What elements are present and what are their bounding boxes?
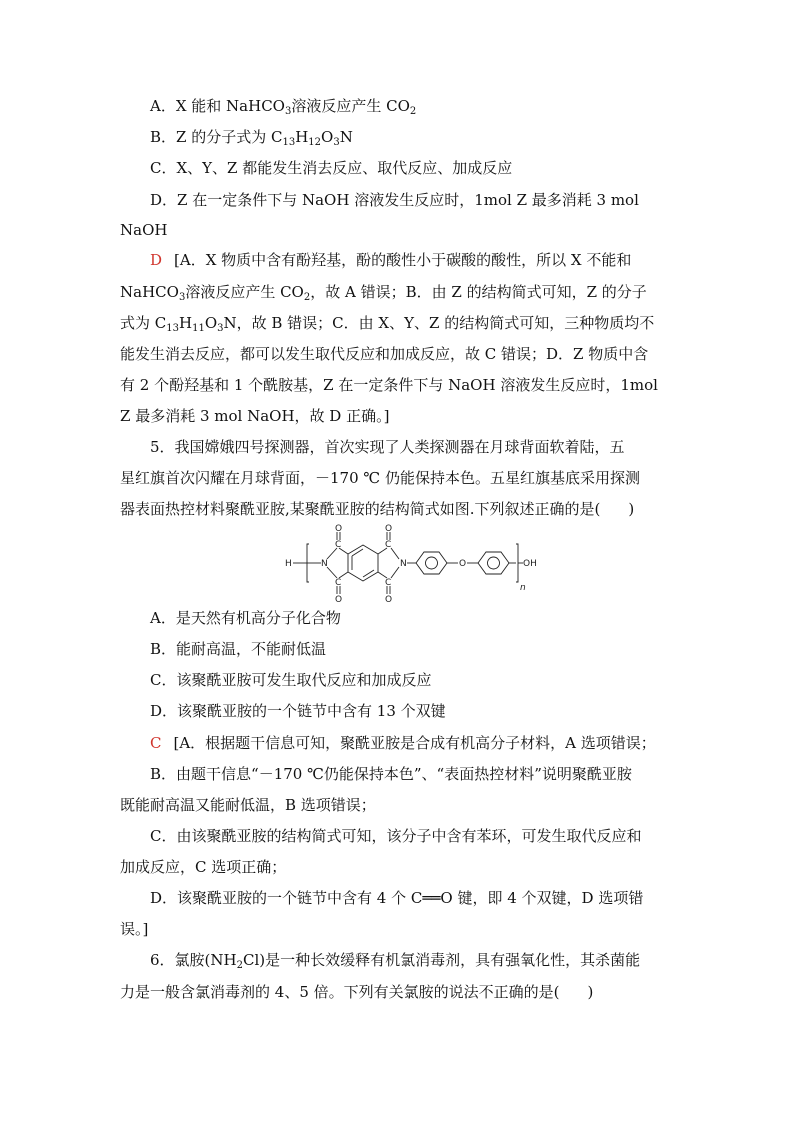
q4-explanation-line2: NaHCO$_3$溶液反应产生 $CO_2$，故 A 错误；B．由 Z 的结构简式可知，Z 的分子 bbox=[120, 283, 647, 303]
q4-explanation-line3: 式为 $C_{13}H_{11}O_3N$，故 B 错误；C．由 X、Y、Z 的结构简式可知，三种物质均不 bbox=[120, 314, 655, 334]
q6-stem-line1: 6．氯胺$(NH_2Cl)$是一种长效缓释有机氯消毒剂，具有强氧化性，其杀菌能 bbox=[150, 951, 641, 971]
struct-c-label: C bbox=[385, 578, 392, 588]
q4-explanation-line1: D [A．X 物质中含有酚羟基，酚的酸性小于碳酸的酸性，所以 X 不能和 bbox=[150, 251, 632, 269]
q4-option-d-line1: D．Z 在一定条件下与 NaOH 溶液发生反应时，1mol Z 最多消耗 3 mol bbox=[150, 191, 639, 209]
q4-option-b: B．Z 的分子式为 $C_{13}H_{12}O_3N$ bbox=[150, 128, 353, 148]
q6-stem-line2: 力是一般含氯消毒剂的 4、5 倍。下列有关氯胺的说法不正确的是( ) bbox=[120, 983, 594, 1001]
struct-oh-label: OH bbox=[523, 559, 537, 569]
struct-c-label: C bbox=[335, 578, 342, 588]
q5-stem-line1: 5．我国嫦娥四号探测器，首次实现了人类探测器在月球背面软着陆，五 bbox=[150, 438, 625, 456]
q5-explanation-line3: 既能耐高温又能耐低温，B 选项错误； bbox=[120, 796, 376, 814]
q5-answer: C bbox=[150, 734, 162, 752]
q4-option-c: C．X、Y、Z 都能发生消去反应、取代反应、加成反应 bbox=[150, 159, 513, 177]
q5-stem-line2: 星红旗首次闪耀在月球背面，－170 ℃ 仍能保持本色。五星红旗基底采用探测 bbox=[120, 469, 640, 487]
q4-option-d-line2: NaOH bbox=[120, 221, 168, 239]
q4-explanation-line4: 能发生消去反应，都可以发生取代反应和加成反应，故 C 错误；D．Z 物质中含 bbox=[120, 345, 649, 363]
struct-n-subscript: n bbox=[520, 583, 526, 593]
struct-c-label: C bbox=[385, 540, 392, 550]
struct-o-label: O bbox=[335, 595, 343, 602]
struct-c-label: C bbox=[335, 540, 342, 550]
q5-explanation-line4: C．由该聚酰亚胺的结构简式可知，该分子中含有苯环，可发生取代反应和 bbox=[150, 827, 642, 845]
q5-option-c: C．该聚酰亚胺可发生取代反应和加成反应 bbox=[150, 671, 432, 689]
struct-n-left-label: N bbox=[321, 559, 328, 569]
q5-option-b: B．能耐高温，不能耐低温 bbox=[150, 640, 327, 658]
q5-explanation-line6: D．该聚酰亚胺的一个链节中含有 4 个 C══O 键，即 4 个双键，D 选项错 bbox=[150, 889, 644, 907]
q4-option-a: A．X 能和 NaHCO$_3$溶液反应产生 $CO_2$ bbox=[150, 97, 417, 117]
struct-o-label: O bbox=[385, 595, 393, 602]
q4-explanation-line6: Z 最多消耗 3 mol NaOH，故 D 正确。] bbox=[120, 407, 390, 425]
struct-o-ether-label: O bbox=[459, 559, 467, 569]
q5-explanation-line7: 误。] bbox=[120, 920, 149, 938]
q5-explanation-line1: C [A．根据题干信息可知，聚酰亚胺是合成有机高分子材料，A 选项错误； bbox=[150, 734, 656, 752]
struct-o-label: O bbox=[385, 524, 393, 534]
polyimide-structure bbox=[283, 524, 543, 602]
q5-option-a: A．是天然有机高分子化合物 bbox=[150, 609, 341, 627]
struct-h-label: H bbox=[285, 559, 292, 569]
q5-explanation-line2: B．由题干信息“－170 ℃仍能保持本色”、“表面热控材料”说明聚酰亚胺 bbox=[150, 765, 632, 783]
q4-explanation-line5: 有 2 个酚羟基和 1 个酰胺基，Z 在一定条件下与 NaOH 溶液发生反应时，1mol bbox=[120, 376, 658, 394]
q5-option-d: D．该聚酰亚胺的一个链节中含有 13 个双键 bbox=[150, 702, 446, 720]
q5-stem-line3: 器表面热控材料聚酰亚胺,某聚酰亚胺的结构简式如图.下列叙述正确的是( ) bbox=[120, 500, 635, 518]
struct-o-label: O bbox=[335, 524, 343, 534]
q4-answer: D bbox=[150, 251, 163, 269]
struct-n-right-label: N bbox=[400, 559, 407, 569]
q5-explanation-line5: 加成反应，C 选项正确； bbox=[120, 858, 287, 876]
